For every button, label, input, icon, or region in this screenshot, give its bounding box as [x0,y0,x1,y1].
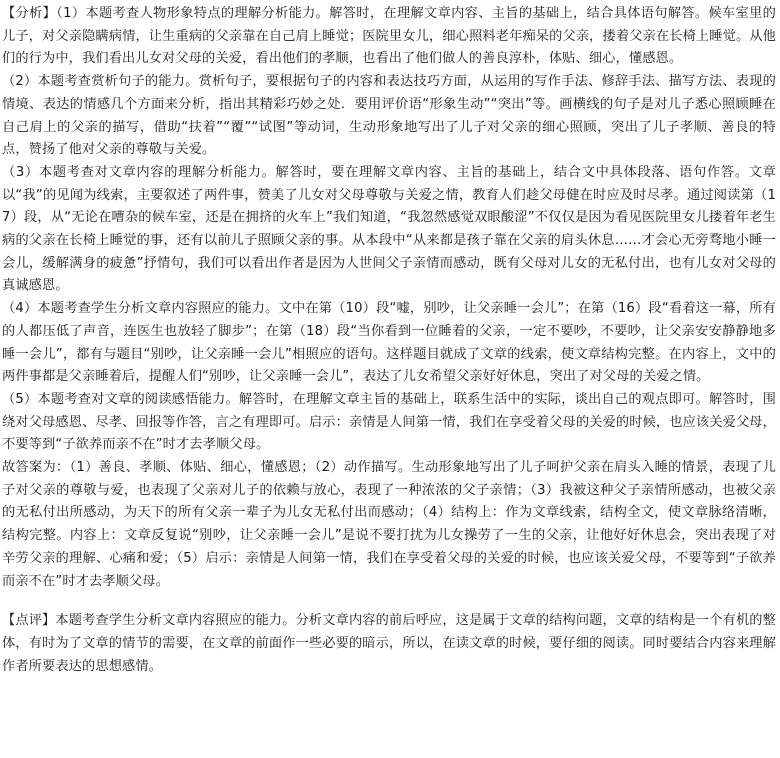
section-gap [2,593,776,610]
analysis-paragraph-5: （5）本题考查对文章的阅读感悟能力。解答时，在理解文章主旨的基础上，联系生活中的实际，谈出自己的观点即可。解答时，围绕对父母感恩、尽孝、回报等作答，言之有理即可。启示：亲情是人间第一情，我们在享受着父母的关爱的时候，也应该关爱父母，不要等到“子欲养而亲不在”时才去孝顺父母。 [2,391,776,453]
analysis-paragraph-1: 【分析】（1）本题考查人物形象特点的理解分析能力。解答时，在理解文章内容、主旨的基础上，结合具体语句解答。候车室里的儿子，对父亲隐瞒病情，让生重病的父亲靠在自己肩上睡觉；医院里女儿，细心照料老年痴呆的父亲，搂着父亲在长椅上睡觉。从他们的行为中，我们看出儿女对父母的关爱，看出他们的孝顺，也看出了他们做人的善良淳朴，体贴、细心，懂感恩。 [2,6,776,67]
comment-paragraph: 【点评】本题考查学生分析文章内容照应的能力。分析文章内容的前后呼应，这是属于文章的结构问题，文章的结构是一个有机的整体，有时为了文章的情节的需要，在文章的前面作一些必要的暗示，所以，在读文章的时候，要仔细的阅读。同时要结合内容来理解作者所要表达的思想感情。 [2,613,776,674]
analysis-paragraph-2: （2）本题考查赏析句子的能力。赏析句子，要根据句子的内容和表达技巧方面，从运用的写作手法、修辞手法、描写方法、表现的情境、表达的情感几个方面来分析，指出其精彩巧妙之处．要用评价语“形象生动”“突出”等。画横线的句子是对儿子悉心照顾睡在自己肩上的父亲的描写，借助“扶着”“覆”“试图”等动词，生动形象地写出了儿子对父亲的细心照顾，突出了儿子孝顺、善良的特点，赞扬了他对父亲的尊敬与关爱。 [2,74,776,158]
analysis-paragraph-4: （4）本题考查学生分析文章内容照应的能力。文中在第（10）段“嘘，别吵，让父亲睡一会儿”；在第（16）段“看着这一幕，所有的人都压低了声音，连医生也放轻了脚步”；在第（18）段“当你看到一位睡着的父亲，一定不要吵，不要吵，让父亲安安静静地多睡一会儿”，都有与题目“别吵，让父亲睡一会儿”相照应的语句。这样题目就成了文章的线索，使文章结构完整。在内容上，文中的两件事都是父亲睡着后，提醒人们“别吵，让父亲睡一会儿”，表达了儿女希望父亲好好休息，突出了对父母的关爱之情。 [2,301,776,385]
analysis-paragraph-3: （3）本题考查对文章内容的理解分析能力。解答时，要在理解文章内容、主旨的基础上，结合文中具体段落、语句作答。文章以“我”的见闻为线索，主要叙述了两件事，赞美了儿女对父母尊敬与关爱之情，教育人们趁父母健在时应及时尽孝。通过阅读第（17）段，从“无论在嘈杂的候车室，还是在拥挤的火车上”我们知道，“我忽然感觉双眼酸涩”不仅仅是因为看见医院里女儿搂着年老生病的父亲在长椅上睡觉的事，还有以前儿子照顾父亲的事。从本段中“从来都是孩子靠在父亲的肩头休息……才会心无旁骛地小睡一会儿，缓解满身的疲惫”抒情句，我们可以看出作者是因为人世间父子亲情而感动，既有父母对儿女的无私付出，也有儿女对父母的真诚感恩。 [2,164,776,294]
answer-paragraph: 故答案为：（1）善良、孝顺、体贴、细心，懂感恩；（2）动作描写。生动形象地写出了儿子呵护父亲在肩头入睡的情景，表现了儿子对父亲的尊敬与爱，也表现了父亲对儿子的依赖与放心，表现了一种浓浓的父子亲情；（3）我被这种父子亲情所感动，也被父亲的无私付出所感动，为天下的所有父亲一辈子为儿女无私付出而感动；（4）结构上：作为文章线索，结构全文，使文章脉络清晰，结构完整。内容上：文章反复说“别吵，让父亲睡一会儿”是说不要打扰为儿女操劳了一生的父亲，让他好好休息会，突出表现了对辛劳父亲的理解、心痛和爱；（5）启示：亲情是人间第一情，我们在享受着父母的关爱的时候，也应该关爱父母，不要等到“子欲养而亲不在”时才去孝顺父母。 [2,460,776,589]
